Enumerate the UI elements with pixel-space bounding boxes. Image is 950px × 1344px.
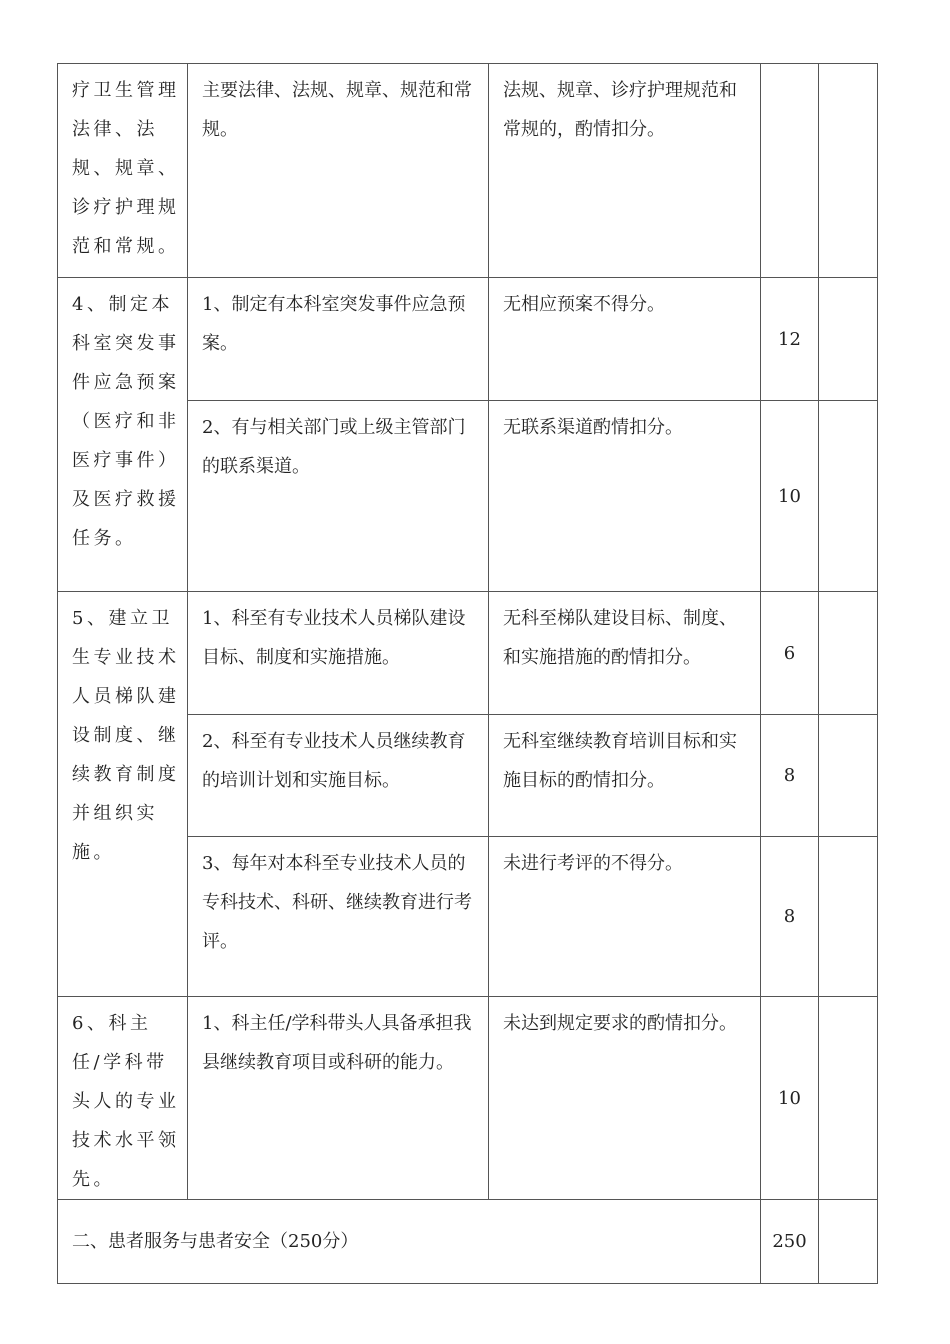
item-cell: 5、建立卫生专业技术人员梯队建设制度、继续教育制度并组织实施。 bbox=[58, 592, 188, 997]
evaluation-table bbox=[57, 63, 878, 1284]
score-cell: 12 bbox=[761, 278, 819, 401]
criteria-cell: 法规、规章、诊疗护理规范和常规的，酌情扣分。 bbox=[489, 64, 761, 278]
section-score: 250 bbox=[761, 1200, 819, 1284]
score-cell: 10 bbox=[761, 997, 819, 1200]
blank-cell bbox=[819, 64, 878, 278]
criteria-cell: 无相应预案不得分。 bbox=[489, 278, 761, 401]
score-cell: 8 bbox=[761, 715, 819, 837]
criteria-cell: 无联系渠道酌情扣分。 bbox=[489, 401, 761, 592]
table-row bbox=[58, 278, 878, 401]
blank-cell bbox=[819, 837, 878, 997]
blank-cell bbox=[819, 401, 878, 592]
content-cell: 3、每年对本科至专业技术人员的专科技术、科研、继续教育进行考评。 bbox=[188, 837, 489, 997]
table-row bbox=[58, 997, 878, 1200]
item-cell: 6、科主任/学科带头人的专业技术水平领先。 bbox=[58, 997, 188, 1200]
blank-cell bbox=[819, 1200, 878, 1284]
content-cell: 1、科主任/学科带头人具备承担我县继续教育项目或科研的能力。 bbox=[188, 997, 489, 1200]
blank-cell bbox=[819, 592, 878, 715]
score-cell: 8 bbox=[761, 837, 819, 997]
item-cell: 疗卫生管理法律、法规、规章、诊疗护理规范和常规。 bbox=[58, 64, 188, 278]
criteria-cell: 未进行考评的不得分。 bbox=[489, 837, 761, 997]
score-cell: 6 bbox=[761, 592, 819, 715]
score-cell: 10 bbox=[761, 401, 819, 592]
table-row bbox=[58, 64, 878, 278]
criteria-cell: 无科室继续教育培训目标和实施目标的酌情扣分。 bbox=[489, 715, 761, 837]
content-cell: 2、有与相关部门或上级主管部门的联系渠道。 bbox=[188, 401, 489, 592]
content-cell: 2、科至有专业技术人员继续教育的培训计划和实施目标。 bbox=[188, 715, 489, 837]
blank-cell bbox=[819, 278, 878, 401]
item-cell: 4、制定本科室突发事件应急预案（医疗和非医疗事件）及医疗救援任务。 bbox=[58, 278, 188, 592]
blank-cell bbox=[819, 715, 878, 837]
criteria-cell: 无科至梯队建设目标、制度、和实施措施的酌情扣分。 bbox=[489, 592, 761, 715]
table-row bbox=[58, 592, 878, 715]
section-title: 二、患者服务与患者安全（250分） bbox=[58, 1200, 761, 1284]
section-row bbox=[58, 1200, 878, 1284]
content-cell: 1、科至有专业技术人员梯队建设目标、制度和实施措施。 bbox=[188, 592, 489, 715]
criteria-cell: 未达到规定要求的酌情扣分。 bbox=[489, 997, 761, 1200]
score-cell bbox=[761, 64, 819, 278]
content-cell: 1、制定有本科室突发事件应急预案。 bbox=[188, 278, 489, 401]
content-cell: 主要法律、法规、规章、规范和常规。 bbox=[188, 64, 489, 278]
blank-cell bbox=[819, 997, 878, 1200]
